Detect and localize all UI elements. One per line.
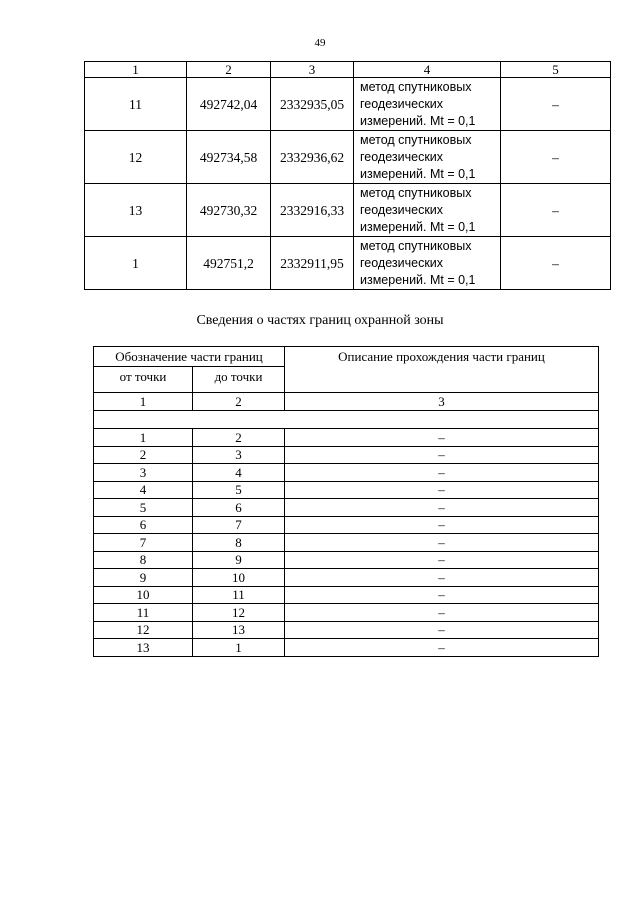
to-point: 12 [193, 604, 285, 622]
from-point: 4 [94, 481, 193, 499]
part-description: – [285, 446, 599, 464]
header-boundary-part-designation: Обозначение части границ [94, 347, 285, 367]
method-line: метод спутниковых [360, 132, 472, 147]
boundary-part-row [94, 481, 599, 499]
method-line: геодезических [360, 255, 444, 270]
method-description [354, 131, 501, 184]
coordinates-row [85, 131, 611, 184]
note-cell: – [501, 131, 611, 184]
from-point: 5 [94, 499, 193, 517]
to-point: 5 [193, 481, 285, 499]
boundary-part-row [94, 499, 599, 517]
boundary-part-row [94, 429, 599, 447]
col-header-2: 2 [187, 62, 271, 78]
to-point: 2 [193, 429, 285, 447]
header-boundary-description: Описание прохождения части границ [285, 347, 599, 393]
blank-row [94, 411, 599, 429]
to-point: 1 [193, 639, 285, 657]
to-point: 8 [193, 534, 285, 552]
coordinates-row [85, 237, 611, 290]
col-number-1: 1 [94, 393, 193, 411]
y-coordinate: 2332916,33 [271, 184, 354, 237]
boundary-part-row [94, 639, 599, 657]
to-point: 4 [193, 464, 285, 482]
to-point: 10 [193, 569, 285, 587]
boundary-part-row [94, 621, 599, 639]
point-number: 12 [85, 131, 187, 184]
x-coordinate: 492730,32 [187, 184, 271, 237]
part-description: – [285, 429, 599, 447]
part-description: – [285, 516, 599, 534]
page-number: 49 [314, 37, 326, 49]
to-point: 7 [193, 516, 285, 534]
from-point: 9 [94, 569, 193, 587]
part-description: – [285, 586, 599, 604]
method-line: метод спутниковых [360, 238, 472, 253]
coordinates-row [85, 184, 611, 237]
boundary-part-row [94, 586, 599, 604]
col-number-3: 3 [285, 393, 599, 411]
column-numbers-row [94, 393, 599, 411]
part-description: – [285, 499, 599, 517]
coordinates-table [84, 61, 611, 290]
method-line: метод спутниковых [360, 185, 472, 200]
coordinates-row [85, 78, 611, 131]
from-point: 10 [94, 586, 193, 604]
col-header-5: 5 [501, 62, 611, 78]
from-point: 13 [94, 639, 193, 657]
boundary-part-row [94, 604, 599, 622]
header-from-point: от точки [94, 367, 193, 393]
part-description: – [285, 621, 599, 639]
x-coordinate: 492751,2 [187, 237, 271, 290]
col-header-3: 3 [271, 62, 354, 78]
blank-cell [94, 411, 599, 429]
from-point: 6 [94, 516, 193, 534]
to-point: 9 [193, 551, 285, 569]
x-coordinate: 492742,04 [187, 78, 271, 131]
part-description: – [285, 639, 599, 657]
method-line: измерений. Mt = 0,1 [360, 113, 476, 128]
method-line: геодезических [360, 149, 444, 164]
part-description: – [285, 534, 599, 552]
method-line: измерений. Mt = 0,1 [360, 272, 476, 287]
to-point: 13 [193, 621, 285, 639]
to-point: 6 [193, 499, 285, 517]
from-point: 2 [94, 446, 193, 464]
point-number: 13 [85, 184, 187, 237]
y-coordinate: 2332935,05 [271, 78, 354, 131]
col-header-4: 4 [354, 62, 501, 78]
boundary-part-row [94, 551, 599, 569]
method-line: геодезических [360, 202, 444, 217]
to-point: 3 [193, 446, 285, 464]
point-number: 1 [85, 237, 187, 290]
method-description [354, 78, 501, 131]
point-number: 11 [85, 78, 187, 131]
from-point: 8 [94, 551, 193, 569]
boundary-part-row [94, 446, 599, 464]
part-description: – [285, 481, 599, 499]
from-point: 11 [94, 604, 193, 622]
method-line: метод спутниковых [360, 79, 472, 94]
part-description: – [285, 551, 599, 569]
part-description: – [285, 604, 599, 622]
from-point: 7 [94, 534, 193, 552]
note-cell: – [501, 237, 611, 290]
boundary-part-row [94, 464, 599, 482]
from-point: 3 [94, 464, 193, 482]
from-point: 12 [94, 621, 193, 639]
method-description [354, 237, 501, 290]
method-line: геодезических [360, 96, 444, 111]
from-point: 1 [94, 429, 193, 447]
section-title: Сведения о частях границ охранной зоны [196, 313, 444, 328]
part-description: – [285, 464, 599, 482]
to-point: 11 [193, 586, 285, 604]
x-coordinate: 492734,58 [187, 131, 271, 184]
boundary-part-row [94, 569, 599, 587]
note-cell: – [501, 78, 611, 131]
boundary-part-row [94, 516, 599, 534]
y-coordinate: 2332936,62 [271, 131, 354, 184]
header-to-point: до точки [193, 367, 285, 393]
col-header-1: 1 [85, 62, 187, 78]
boundary-parts-table [93, 346, 599, 657]
method-line: измерений. Mt = 0,1 [360, 219, 476, 234]
method-description [354, 184, 501, 237]
method-line: измерений. Mt = 0,1 [360, 166, 476, 181]
part-description: – [285, 569, 599, 587]
boundary-part-row [94, 534, 599, 552]
note-cell: – [501, 184, 611, 237]
y-coordinate: 2332911,95 [271, 237, 354, 290]
col-number-2: 2 [193, 393, 285, 411]
coordinates-header-row [85, 62, 611, 78]
